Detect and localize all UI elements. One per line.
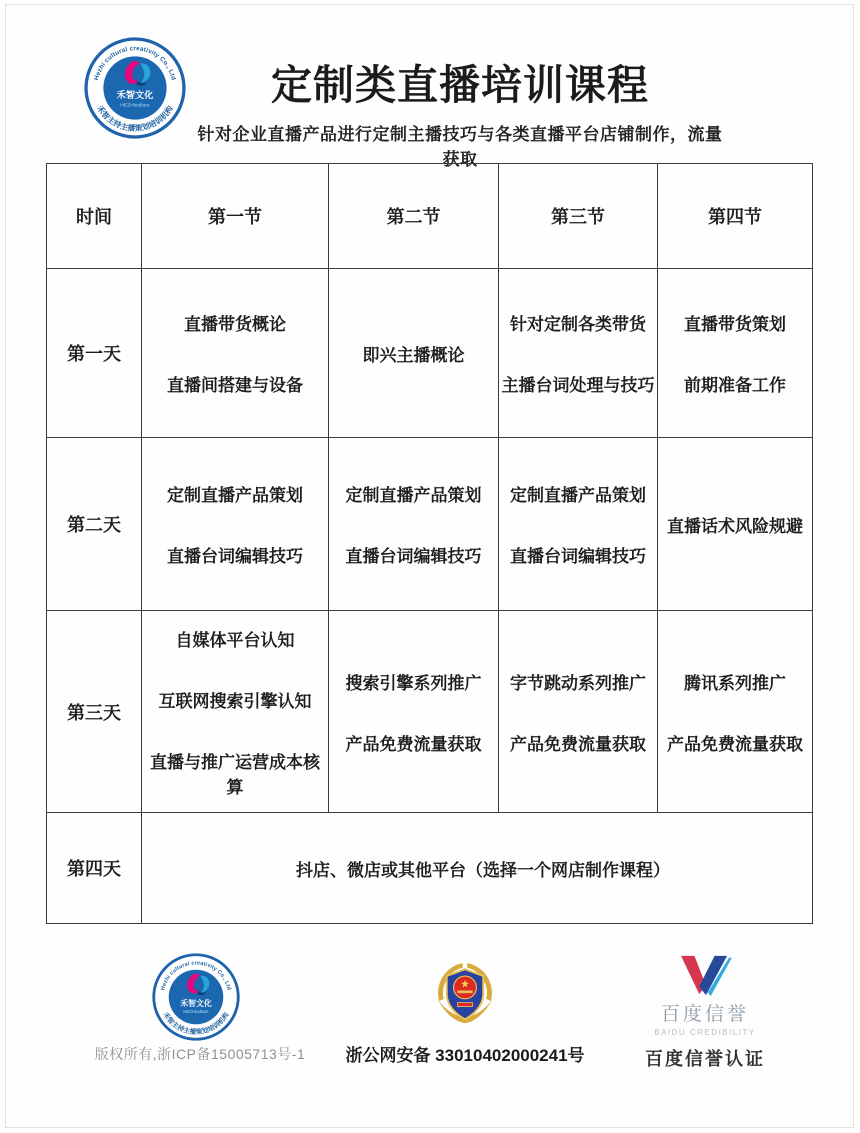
table-row-day1 <box>47 269 813 438</box>
course-line: 定制直播产品策划 <box>167 486 303 505</box>
schedule-cell <box>142 611 329 813</box>
course-line: 直播台词编辑技巧 <box>345 547 482 566</box>
header-session-2: 第二节 <box>329 164 499 269</box>
course-line: 定制直播产品策划 <box>510 486 646 505</box>
baidu-credibility-logo <box>676 952 734 998</box>
police-record-text: 浙公网安备 33010402000241号 <box>345 1046 585 1065</box>
schedule-cell <box>329 611 499 813</box>
schedule-cell <box>499 438 658 611</box>
schedule-cell <box>329 438 499 611</box>
course-line: 直播间搭建与设备 <box>167 376 303 395</box>
schedule-cell <box>499 611 658 813</box>
schedule-cell <box>658 611 813 813</box>
police-badge-icon <box>427 951 503 1033</box>
schedule-cell <box>499 269 658 438</box>
course-line: 即兴主播概论 <box>362 345 465 365</box>
course-line: 直播台词编辑技巧 <box>167 547 303 566</box>
course-line: 直播带货策划 <box>684 315 786 334</box>
course-line: 针对定制各类带货 <box>510 315 646 334</box>
company-logo-footer <box>152 953 240 1041</box>
copyright-icp-text: 版权所有,浙ICP备15005713号-1 <box>94 1046 306 1062</box>
day-label: 第一天 <box>47 269 142 438</box>
page-header <box>190 52 730 170</box>
baidu-credibility-subtitle: BAIDU CREDIBILITY <box>654 1028 756 1037</box>
schedule-cell <box>658 438 813 611</box>
header-time: 时间 <box>47 164 142 269</box>
course-line: 主播台词处理与技巧 <box>501 376 655 395</box>
header-session-4: 第四节 <box>658 164 813 269</box>
header-session-3: 第三节 <box>499 164 658 269</box>
course-line: 字节跳动系列推广 <box>510 673 646 693</box>
day-label: 第三天 <box>47 611 142 813</box>
course-schedule-table <box>46 163 813 924</box>
baidu-certification-text: 百度信誉认证 <box>645 1049 765 1069</box>
page-title: 定制类直播培训课程 <box>271 62 649 108</box>
course-line: 前期准备工作 <box>684 376 786 395</box>
table-row-day2 <box>47 438 813 611</box>
course-line: 直播与推广运营成本核算 <box>150 752 320 797</box>
schedule-cell <box>142 269 329 438</box>
schedule-cell-merged: 抖店、微店或其他平台（选择一个网店制作课程） <box>142 813 813 924</box>
course-line: 互联网搜索引擎认知 <box>158 691 312 711</box>
course-line: 产品免费流量获取 <box>667 734 803 754</box>
table-row-day4 <box>47 813 813 924</box>
course-line: 腾讯系列推广 <box>684 673 786 693</box>
schedule-cell <box>142 438 329 611</box>
course-line: 直播话术风险规避 <box>667 516 803 536</box>
schedule-cell <box>658 269 813 438</box>
baidu-credibility-title: 百度信誉 <box>660 1004 749 1025</box>
course-line: 产品免费流量获取 <box>510 734 646 754</box>
page-subtitle: 针对企业直播产品进行定制主播技巧与各类直播平台店铺制作，流量获取 <box>197 125 723 169</box>
course-line: 产品免费流量获取 <box>345 734 482 754</box>
course-line: 直播台词编辑技巧 <box>510 547 646 566</box>
course-line: 直播带货概论 <box>184 315 286 334</box>
day-label: 第二天 <box>47 438 142 611</box>
day-label: 第四天 <box>47 813 142 924</box>
table-row-day3 <box>47 611 813 813</box>
course-line: 搜索引擎系列推广 <box>345 673 482 693</box>
course-line: 定制直播产品策划 <box>345 486 482 505</box>
baidu-credibility-block <box>630 952 780 1071</box>
header-session-1: 第一节 <box>142 164 329 269</box>
course-line: 自媒体平台认知 <box>175 630 295 650</box>
table-header-row <box>47 164 813 269</box>
company-logo <box>84 37 186 139</box>
schedule-cell <box>329 269 499 438</box>
